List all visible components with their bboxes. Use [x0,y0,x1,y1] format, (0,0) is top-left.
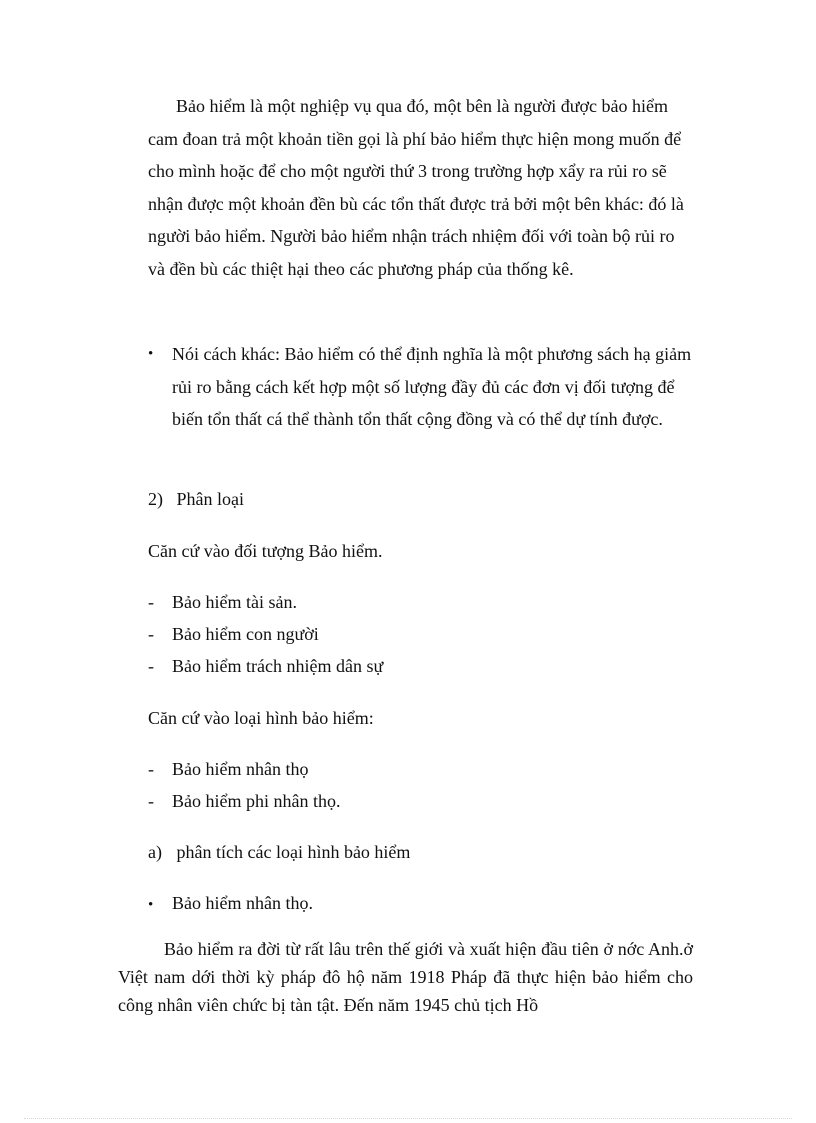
list-item-text: Bảo hiểm phi nhân thọ. [172,791,341,811]
definition-paragraph-text: Bảo hiểm là một nghiệp vụ qua đó, một bên là người được bảo hiểm cam đoan trả một khoản tiền gọi là phí bảo hiểm thực hiện mong muốn để cho mình hoặc để cho một người thứ 3 trong trường hợp xẩy ra rủi ro sẽ nhận được một khoản đền bù các tổn thất được trả bởi một bên khác: đó là người bảo hiểm. Người bảo hiểm nhận trách nhiệm đối với toàn bộ rủi ro và đền bù các thiệt hại theo các phương pháp của thống kê. [148,96,684,279]
list-item-text: Bảo hiểm trách nhiệm dân sự [172,656,384,676]
bullet-text: Nói cách khác: Bảo hiểm có thể định nghĩa là một phương sách hạ giảm rủi ro bằng cách kết hợp một số lượng đầy đủ các đơn vị đối tượng để biến tổn thất cá thể thành tổn thất cộng đồng và có thể dự tính được. [172,344,692,429]
history-paragraph [118,935,693,1019]
basis-heading-1: Căn cứ vào đối tượng Bảo hiểm. [148,541,383,561]
list-item [148,654,383,678]
dash-icon: - [148,759,154,779]
list-item [148,789,340,813]
bullet-icon: • [148,346,154,362]
list-item [148,622,319,646]
list-item [148,757,308,781]
history-paragraph-text: Bảo hiểm ra đời từ rất lâu trên thế giới và xuất hiện đầu tiên ở nớc Anh.ở Việt nam dới thời kỳ pháp đô hộ năm 1918 Pháp đã thực hiện bảo hiểm cho công nhân viên chức bị tàn tật. Đến năm 1945 chủ tịch Hồ [118,939,693,1015]
list-item-text: Bảo hiểm tài sản. [172,592,297,612]
definition-paragraph [148,90,693,285]
section-title: phân tích các loại hình bảo hiểm [176,842,411,862]
bullet-icon: • [148,897,154,913]
bullet-text: Bảo hiểm nhân thọ. [172,893,313,913]
dash-icon: - [148,624,154,644]
section-heading-a [148,840,410,864]
section-label: a) [148,842,162,862]
list-item-text: Bảo hiểm con người [172,624,319,644]
section-number: 2) [148,489,163,509]
dash-icon: - [148,656,154,676]
list-item [148,590,297,614]
bullet-item-life-insurance [148,891,313,917]
page-bottom-divider [24,1118,792,1119]
list-item-text: Bảo hiểm nhân thọ [172,759,309,779]
section-heading-2 [148,487,244,511]
bullet-item-definition [148,338,698,436]
section-title: Phân loại [176,489,244,509]
dash-icon: - [148,791,154,811]
basis-heading-2: Căn cứ vào loại hình bảo hiểm: [148,708,374,728]
dash-icon: - [148,592,154,612]
